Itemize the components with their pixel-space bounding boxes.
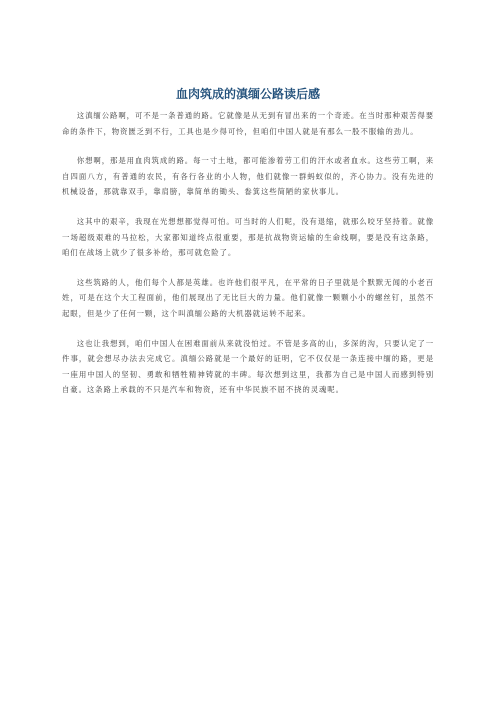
document-body — [62, 108, 434, 412]
paragraph-2: 你想啊，那是用血肉筑成的路。每一寸土地，都可能渗着劳工们的汗水或者血水。这些劳工啊，来自四面八方，有普通的农民，有各行各业的小人物，他们就像一群蚂蚁似的，齐心协力。没有先进的机械设备，那就靠双手，靠肩膀，靠简单的锄头、畚箕这些简陋的家伙事儿。 — [62, 156, 434, 197]
paragraph-4: 这些筑路的人，他们每个人都是英雄。也许他们很平凡，在平常的日子里就是个默默无闻的小老百姓，可是在这个大工程面前，他们展现出了无比巨大的力量。他们就像一颗颗小小的螺丝钉，虽然不起眼，但是少了任何一颗，这个叫滇缅公路的大机器就运转不起来。 — [62, 277, 434, 318]
paragraph-3: 这其中的艰辛，我现在光想想都觉得可怕。可当时的人们呢，没有退缩，就那么咬牙坚持着。就像一场超级艰难的马拉松，大家都知道终点很重要，那是抗战物资运输的生命线啊，要是没有这条路，咱们在战场上就少了很多补给，那可就危险了。 — [62, 216, 434, 258]
paragraph-1: 这滇缅公路啊，可不是一条普通的路。它就像是从无到有冒出来的一个奇迹。在当时那种艰苦得要命的条件下，物资匮乏到不行，工具也是少得可怜，但咱们中国人就是有那么一股不服输的劲儿。 — [62, 111, 434, 136]
paragraph-5: 这也让我想到，咱们中国人在困难面前从来就没怕过。不管是多高的山，多深的沟，只要认定了一件事，就会想尽办法去完成它。滇缅公路就是一个最好的证明，它不仅仅是一条连接中缅的路，更是一座用中国人的坚韧、勇敢和牺牲精神铸就的丰碑。每次想到这里，我都为自己是中国人而感到特别自豪。这条路上承载的不只是汽车和物资，还有中华民族不屈不挠的灵魂呢。 — [62, 338, 434, 395]
document-title: 血肉筑成的滇缅公路读后感 — [175, 87, 320, 101]
